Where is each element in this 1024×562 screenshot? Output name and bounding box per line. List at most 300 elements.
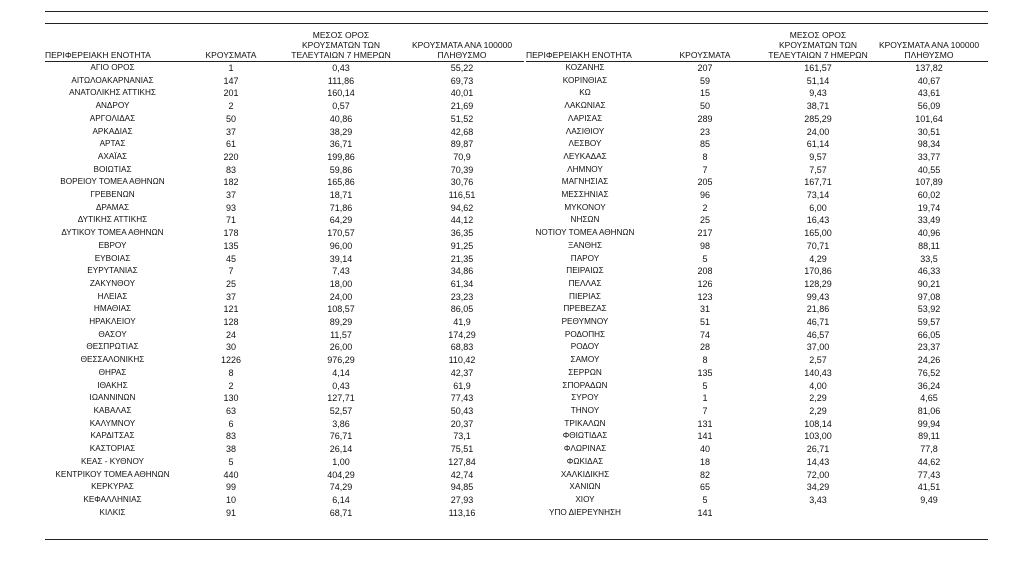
cell-region: ΚΑΡΔΙΤΣΑΣ [90, 431, 135, 441]
cell-avg7: 70,71 [806, 240, 830, 251]
cell-cases: 141 [697, 431, 713, 442]
cell-region: ΒΟΙΩΤΙΑΣ [93, 164, 132, 174]
cell-per100k: 44,12 [450, 215, 474, 226]
table-row [45, 405, 524, 418]
cell-cases: 23 [699, 126, 710, 137]
col-header-region: ΠΕΡΙΦΕΡΕΙΑΚΗ ΕΝΟΤΗΤΑ [45, 50, 151, 60]
cell-per100k: 42,68 [450, 126, 474, 137]
table-row [526, 380, 988, 393]
cell-region: ΓΡΕΒΕΝΩΝ [90, 190, 135, 200]
table-row [526, 354, 988, 367]
cell-cases: 201 [223, 88, 239, 99]
table-row [45, 469, 524, 482]
table-row [526, 265, 988, 278]
cell-per100k: 70,39 [450, 164, 474, 175]
cell-per100k: 46,33 [917, 266, 941, 277]
table-row [526, 418, 988, 431]
cell-per100k: 33,49 [917, 215, 941, 226]
cell-per100k: 51,52 [450, 113, 474, 124]
cell-region: ΜΑΓΝΗΣΙΑΣ [561, 177, 609, 187]
right-table-block [526, 30, 988, 519]
cell-cases: 7 [702, 164, 708, 175]
cell-cases: 123 [697, 291, 713, 302]
cell-cases: 1226 [220, 355, 242, 366]
cell-avg7: 3,86 [332, 418, 350, 429]
cell-per100k: 42,74 [450, 469, 474, 480]
cell-avg7: 24,00 [329, 291, 353, 302]
table-row [526, 87, 988, 100]
table-row [45, 443, 524, 456]
cell-region: ΠΑΡΟΥ [570, 253, 600, 263]
cell-per100k: 41,9 [453, 317, 471, 328]
cell-per100k: 107,89 [915, 177, 943, 188]
table-row [45, 151, 524, 164]
cell-per100k: 4,65 [920, 393, 938, 404]
table-row [45, 380, 524, 393]
table-row [45, 240, 524, 253]
cell-per100k: 89,87 [450, 139, 474, 150]
cell-avg7: 7,43 [332, 266, 350, 277]
cell-cases: 5 [702, 494, 708, 505]
cell-per100k: 43,61 [917, 88, 941, 99]
cell-avg7: 165,86 [327, 177, 355, 188]
header-rule [45, 23, 988, 24]
cell-per100k: 55,22 [450, 63, 474, 73]
cell-cases: 91 [225, 507, 236, 518]
table-row [45, 176, 524, 189]
cell-cases: 126 [697, 278, 713, 289]
table-row [526, 443, 988, 456]
left-table [45, 30, 524, 519]
cell-per100k: 77,43 [450, 393, 474, 404]
cell-per100k [870, 507, 988, 520]
cell-per100k: 23,37 [917, 342, 941, 353]
cell-avg7: 11,57 [330, 329, 352, 340]
cell-per100k: 90,21 [917, 278, 941, 289]
cell-per100k: 19,74 [917, 202, 941, 213]
cell-cases: 51 [699, 317, 710, 328]
cell-region: ΛΕΣΒΟΥ [568, 139, 602, 149]
cell-cases: 131 [697, 418, 713, 429]
table-row [526, 62, 988, 75]
cell-per100k: 21,69 [450, 101, 474, 112]
table-row [45, 265, 524, 278]
cell-cases: 25 [225, 278, 236, 289]
cell-region: ΑΝΔΡΟΥ [95, 101, 130, 111]
cell-region: ΧΙΟΥ [575, 494, 595, 504]
table-row [45, 164, 524, 177]
cell-avg7: 0,57 [332, 101, 350, 112]
top-rule [45, 11, 988, 12]
cell-cases: 182 [223, 177, 239, 188]
cell-cases: 71 [225, 215, 236, 226]
cell-per100k: 50,43 [450, 405, 474, 416]
table-row [526, 240, 988, 253]
cell-per100k: 40,01 [450, 88, 474, 99]
cell-per100k: 137,82 [915, 63, 943, 73]
cell-region: ΘΗΡΑΣ [98, 367, 127, 377]
cell-cases: 135 [697, 367, 713, 378]
table-row [526, 278, 988, 291]
cell-region: ΕΥΒΟΙΑΣ [94, 253, 131, 263]
left-table-body [45, 62, 524, 520]
cell-avg7: 976,29 [327, 355, 355, 366]
cell-cases: 40 [699, 444, 710, 455]
cell-avg7: 404,29 [327, 469, 355, 480]
table-row [526, 329, 988, 342]
cell-cases: 135 [223, 240, 239, 251]
cell-cases: 8 [702, 151, 708, 162]
table-row [45, 392, 524, 405]
cell-per100k: 70,9 [453, 151, 471, 162]
cell-region: ΚΟΡΙΝΘΙΑΣ [562, 75, 608, 85]
cell-region: ΚΑΒΑΛΑΣ [93, 405, 132, 415]
cell-avg7: 6,14 [332, 494, 350, 505]
cell-per100k: 97,08 [917, 291, 941, 302]
cell-avg7: 21,86 [806, 304, 830, 315]
cell-per100k: 40,55 [917, 164, 941, 175]
table-row [526, 202, 988, 215]
cell-avg7: 61,14 [806, 139, 830, 150]
cell-avg7: 24,00 [806, 126, 830, 137]
cell-per100k: 77,8 [920, 444, 938, 455]
cell-per100k: 41,51 [917, 482, 941, 493]
cell-avg7: 2,29 [809, 405, 827, 416]
cell-cases: 220 [223, 151, 239, 162]
cell-avg7: 14,43 [806, 456, 830, 467]
cell-region: ΔΡΑΜΑΣ [95, 202, 130, 212]
cell-per100k: 60,02 [917, 190, 941, 201]
cell-per100k: 30,76 [450, 177, 474, 188]
cell-region: ΚΕΡΚΥΡΑΣ [91, 482, 134, 492]
cell-avg7: 40,86 [329, 113, 353, 124]
cell-per100k: 73,1 [453, 431, 471, 442]
cell-region: ΛΑΚΩΝΙΑΣ [564, 101, 606, 111]
cell-per100k: 86,05 [450, 304, 474, 315]
left-header-row [45, 30, 524, 62]
table-row [526, 469, 988, 482]
right-table [526, 30, 988, 519]
cell-avg7: 111,86 [327, 75, 355, 86]
cell-cases: 98 [699, 240, 710, 251]
cell-cases: 25 [699, 215, 710, 226]
cell-cases: 130 [223, 393, 239, 404]
cell-avg7: 161,57 [804, 63, 832, 73]
cell-avg7: 73,14 [806, 190, 830, 201]
cell-per100k: 23,23 [450, 291, 474, 302]
cell-avg7: 96,00 [329, 240, 353, 251]
cell-per100k: 27,93 [450, 494, 474, 505]
cell-cases: 37 [225, 126, 236, 137]
table-row [526, 303, 988, 316]
table-row [526, 291, 988, 304]
cell-per100k: 33,77 [917, 151, 941, 162]
table-row [526, 138, 988, 151]
cell-region: ΠΕΛΛΑΣ [568, 278, 602, 288]
table-row [45, 202, 524, 215]
cell-cases: 83 [225, 431, 236, 442]
cell-avg7: 165,00 [804, 228, 832, 239]
cell-cases: 5 [228, 456, 234, 467]
table-row [45, 316, 524, 329]
cell-per100k: 24,26 [917, 355, 941, 366]
cell-region: ΣΥΡΟΥ [571, 393, 599, 403]
cell-region: ΘΕΣΠΡΩΤΙΑΣ [86, 342, 139, 352]
cell-cases: 37 [225, 190, 236, 201]
cell-cases: 208 [697, 266, 713, 277]
col-header-cases: ΚΡΟΥΣΜΑΤΑ [205, 50, 257, 60]
cell-region: ΘΕΣΣΑΛΟΝΙΚΗΣ [80, 355, 145, 365]
cell-avg7: 74,29 [329, 482, 353, 493]
cell-cases: 141 [697, 507, 713, 518]
cell-region: ΚΕΑΣ - ΚΥΘΝΟΥ [80, 456, 145, 466]
cell-region: ΣΑΜΟΥ [570, 355, 600, 365]
cell-cases: 7 [702, 405, 708, 416]
cell-region: ΗΡΑΚΛΕΙΟΥ [89, 317, 136, 327]
cell-region: ΔΥΤΙΚΟΥ ΤΟΜΕΑ ΑΘΗΝΩΝ [61, 228, 164, 238]
cell-cases: 82 [699, 469, 710, 480]
cell-per100k: 30,51 [917, 126, 941, 137]
cell-region: ΠΡΕΒΕΖΑΣ [563, 304, 607, 314]
cell-region: ΤΡΙΚΑΛΩΝ [564, 418, 606, 428]
cell-avg7: 128,29 [804, 278, 832, 289]
cell-per100k: 53,92 [917, 304, 941, 315]
cell-region: ΗΛΕΙΑΣ [97, 291, 128, 301]
cell-avg7: 170,86 [804, 266, 832, 277]
cell-per100k: 9,49 [920, 494, 938, 505]
cell-per100k: 76,52 [917, 367, 941, 378]
cell-avg7: 46,57 [806, 329, 830, 340]
cell-avg7: 52,57 [329, 405, 353, 416]
table-row [526, 481, 988, 494]
cell-cases: 1 [702, 393, 708, 404]
cell-per100k: 110,42 [448, 355, 476, 366]
cell-region: ΛΑΡΙΣΑΣ [567, 113, 603, 123]
cell-cases: 61 [225, 139, 236, 150]
col-header-per100k: ΚΡΟΥΣΜΑΤΑ ΑΝΑ 100000 ΠΛΗΘΥΣΜΟ [878, 40, 980, 60]
cell-region: ΕΥΡΥΤΑΝΙΑΣ [87, 266, 138, 276]
cell-region: ΛΑΣΙΘΙΟΥ [565, 126, 605, 136]
cell-cases: 93 [225, 202, 236, 213]
table-row [526, 341, 988, 354]
cell-region: ΛΕΥΚΑΔΑΣ [563, 151, 607, 161]
cell-region: ΜΥΚΟΝΟΥ [564, 202, 606, 212]
cell-cases: 96 [699, 190, 710, 201]
table-row [45, 291, 524, 304]
cell-region: ΡΕΘΥΜΝΟΥ [561, 317, 609, 327]
table-row [45, 418, 524, 431]
right-header-row [526, 30, 988, 62]
cell-cases: 38 [225, 444, 236, 455]
cell-cases: 31 [699, 304, 710, 315]
cell-cases: 18 [699, 456, 710, 467]
table-row [526, 405, 988, 418]
cell-per100k: 44,62 [917, 456, 941, 467]
bottom-rule [45, 539, 988, 540]
table-row [45, 430, 524, 443]
cell-per100k: 98,34 [917, 139, 941, 150]
cell-avg7: 1,00 [332, 456, 350, 467]
cell-region: ΒΟΡΕΙΟΥ ΤΟΜΕΑ ΑΘΗΝΩΝ [60, 177, 165, 187]
table-row [45, 138, 524, 151]
cell-per100k: 66,05 [917, 329, 941, 340]
table-row [526, 126, 988, 139]
table-row [45, 227, 524, 240]
cell-region: ΡΟΔΟΥ [570, 342, 600, 352]
cell-cases: 5 [702, 380, 708, 391]
cell-avg7: 160,14 [327, 88, 355, 99]
cell-region: ΑΡΚΑΔΙΑΣ [92, 126, 133, 136]
cell-cases: 28 [699, 342, 710, 353]
table-row [526, 100, 988, 113]
cell-region: ΙΘΑΚΗΣ [97, 380, 128, 390]
cell-per100k: 77,43 [917, 469, 941, 480]
table-row [526, 113, 988, 126]
cell-avg7: 99,43 [806, 291, 830, 302]
col-header-cases: ΚΡΟΥΣΜΑΤΑ [679, 50, 731, 60]
table-row [526, 189, 988, 202]
table-row [45, 189, 524, 202]
cell-cases: 15 [699, 88, 710, 99]
cell-avg7: 4,00 [809, 380, 827, 391]
col-header-region: ΠΕΡΙΦΕΡΕΙΑΚΗ ΕΝΟΤΗΤΑ [526, 50, 632, 60]
cell-cases: 217 [697, 228, 713, 239]
cell-cases: 2 [702, 202, 708, 213]
table-row [526, 316, 988, 329]
cell-avg7: 3,43 [809, 494, 827, 505]
table-row [45, 456, 524, 469]
cell-region: ΦΘΙΩΤΙΔΑΣ [562, 431, 608, 441]
cell-region: ΧΑΝΙΩΝ [569, 482, 601, 492]
cell-avg7: 4,29 [809, 253, 827, 264]
cell-cases: 37 [225, 291, 236, 302]
col-header-avg7: ΜΕΣΟΣ ΟΡΟΣ ΚΡΟΥΣΜΑΤΩΝ ΤΩΝ ΤΕΛΕΥΤΑΙΩΝ 7 ΗΜΕΡΩΝ [768, 30, 868, 60]
cell-avg7: 0,43 [332, 63, 350, 73]
cell-avg7: 108,14 [804, 418, 832, 429]
table-row [526, 214, 988, 227]
table-row [45, 354, 524, 367]
table-row [45, 87, 524, 100]
cell-avg7: 4,14 [332, 367, 350, 378]
cell-avg7: 38,71 [806, 101, 830, 112]
cell-cases: 128 [223, 317, 239, 328]
cell-region: ΞΑΝΘΗΣ [567, 240, 603, 250]
cell-avg7: 2,29 [809, 393, 827, 404]
cell-avg7: 285,29 [804, 113, 832, 124]
cell-avg7: 6,00 [809, 202, 827, 213]
cell-region: ΔΥΤΙΚΗΣ ΑΤΤΙΚΗΣ [77, 215, 148, 225]
cell-per100k: 36,24 [917, 380, 941, 391]
cell-cases: 6 [228, 418, 234, 429]
cell-per100k: 34,86 [450, 266, 474, 277]
table-row [526, 507, 988, 520]
table-row [526, 227, 988, 240]
cell-region: ΛΗΜΝΟΥ [567, 164, 603, 174]
cell-region: ΗΜΑΘΙΑΣ [93, 304, 132, 314]
cell-region: ΑΙΤΩΛΟΑΚΑΡΝΑΝΙΑΣ [71, 75, 154, 85]
cell-per100k: 174,29 [448, 329, 476, 340]
cell-avg7: 140,43 [804, 367, 832, 378]
cell-cases: 65 [699, 482, 710, 493]
cell-per100k: 127,84 [448, 456, 476, 467]
cell-cases: 10 [225, 494, 236, 505]
cell-avg7 [766, 507, 870, 520]
table-row [526, 75, 988, 88]
cell-avg7: 71,86 [329, 202, 353, 213]
cell-avg7: 16,43 [806, 215, 830, 226]
cell-per100k: 40,67 [917, 75, 941, 86]
cell-per100k: 59,57 [917, 317, 941, 328]
cell-per100k: 94,62 [450, 202, 474, 213]
right-table-body [526, 62, 988, 520]
cell-region: ΚΕΝΤΡΙΚΟΥ ΤΟΜΕΑ ΑΘΗΝΩΝ [55, 469, 170, 479]
table-row [45, 214, 524, 227]
cell-per100k: 33,5 [920, 253, 938, 264]
table-row [45, 303, 524, 316]
cell-cases: 178 [223, 228, 239, 239]
cell-cases: 83 [225, 164, 236, 175]
cell-region: ΧΑΛΚΙΔΙΚΗΣ [560, 469, 610, 479]
cell-region: ΣΠΟΡΑΔΩΝ [562, 380, 608, 390]
table-row [45, 100, 524, 113]
cell-avg7: 59,86 [329, 164, 353, 175]
cell-cases: 99 [225, 482, 236, 493]
cell-cases: 50 [699, 101, 710, 112]
cell-per100k: 68,83 [450, 342, 474, 353]
cell-avg7: 37,00 [806, 342, 830, 353]
cell-region: ΑΝΑΤΟΛΙΚΗΣ ΑΤΤΙΚΗΣ [69, 88, 156, 98]
cell-avg7: 7,57 [809, 164, 827, 175]
cell-avg7: 34,29 [806, 482, 830, 493]
cell-cases: 63 [225, 405, 236, 416]
cell-region: ΥΠΟ ΔΙΕΡΕΥΝΗΣΗ [549, 507, 621, 517]
cell-avg7: 167,71 [804, 177, 832, 188]
cell-cases: 2 [228, 380, 234, 391]
cell-region: ΑΧΑΪΑΣ [97, 151, 128, 161]
cell-cases: 74 [699, 329, 710, 340]
cell-avg7: 108,57 [327, 304, 355, 315]
cell-cases: 5 [702, 253, 708, 264]
table-row [526, 176, 988, 189]
table-row [45, 367, 524, 380]
cell-region: ΚΑΣΤΟΡΙΑΣ [89, 444, 136, 454]
cell-region: ΠΙΕΡΙΑΣ [569, 291, 601, 301]
table-row [45, 278, 524, 291]
cell-region: ΖΑΚΥΝΘΟΥ [89, 278, 136, 288]
cell-avg7: 51,14 [806, 75, 830, 86]
cell-avg7: 39,14 [329, 253, 353, 264]
cell-region: ΚΩ [579, 88, 591, 98]
cell-avg7: 26,00 [329, 342, 353, 353]
cell-cases: 205 [697, 177, 713, 188]
cell-region: ΠΕΙΡΑΙΩΣ [566, 266, 604, 276]
cell-per100k: 91,25 [450, 240, 474, 251]
cell-cases: 45 [225, 253, 236, 264]
table-row [45, 113, 524, 126]
cell-avg7: 36,71 [329, 139, 353, 150]
table-row [526, 494, 988, 507]
cell-region: ΡΟΔΟΠΗΣ [564, 329, 606, 339]
cell-per100k: 89,11 [918, 431, 940, 442]
cell-region: ΑΡΓΟΛΙΔΑΣ [89, 113, 136, 123]
cell-region: ΜΕΣΣΗΝΙΑΣ [561, 190, 609, 200]
cell-avg7: 68,71 [329, 507, 353, 518]
cell-avg7: 46,71 [806, 317, 830, 328]
cell-cases: 30 [225, 342, 236, 353]
table-row [45, 329, 524, 342]
col-header-avg7: ΜΕΣΟΣ ΟΡΟΣ ΚΡΟΥΣΜΑΤΩΝ ΤΩΝ ΤΕΛΕΥΤΑΙΩΝ 7 ΗΜΕΡΩΝ [291, 30, 391, 60]
cell-cases: 7 [228, 266, 234, 277]
